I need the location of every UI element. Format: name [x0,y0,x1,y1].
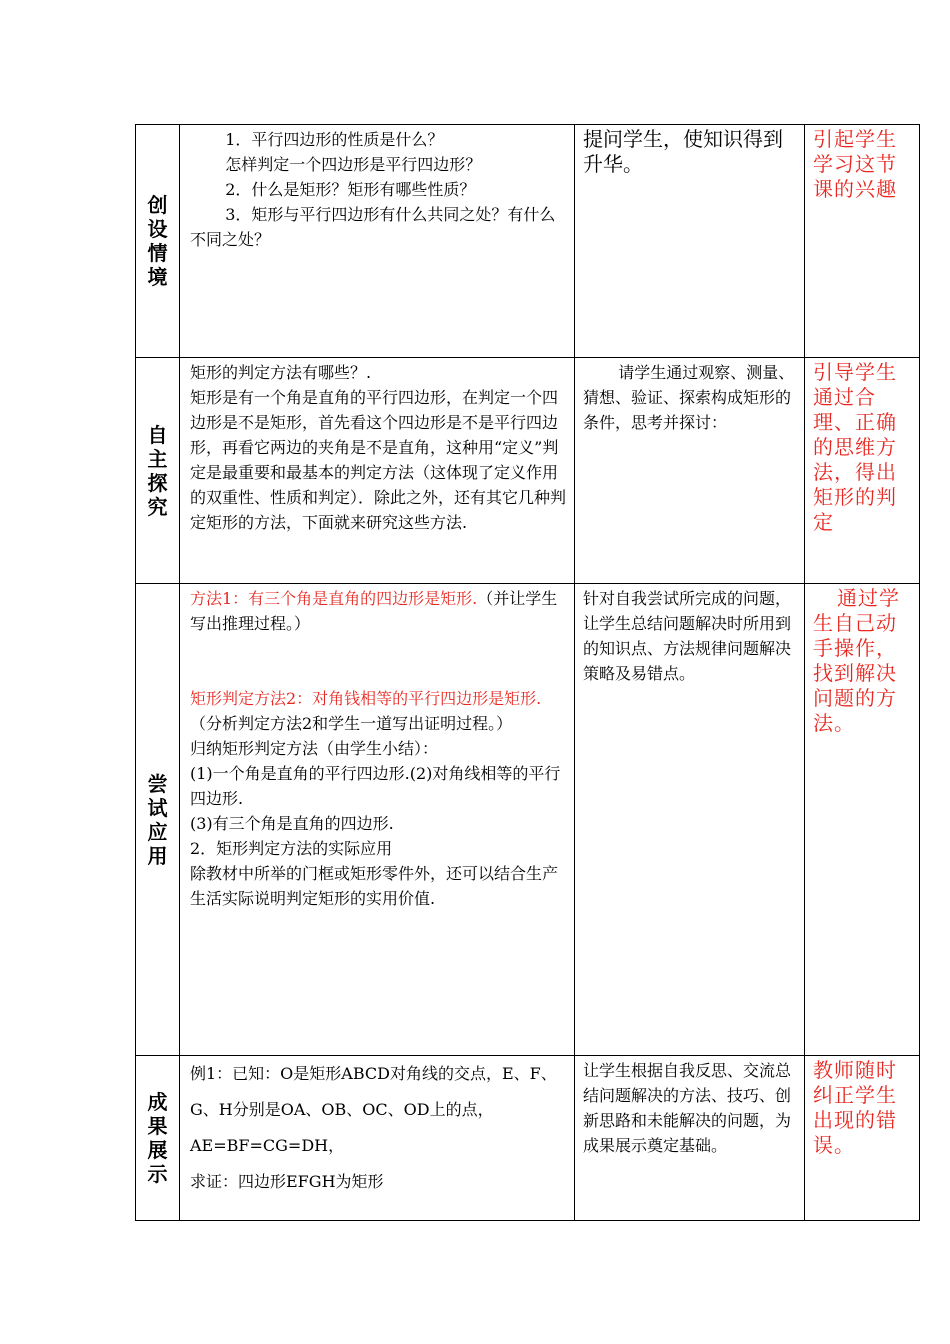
design-purpose-cell [805,125,920,358]
row-result-display [136,1056,920,1221]
question-2: 2．什么是矩形？矩形有哪些性质？ [225,180,476,199]
teacher-activity-cell [575,358,805,584]
explore-text: 矩形是有一个角是直角的平行四边形，在判定一个四边形是不是矩形，首先看这个四边形是不是平行四边形，再看它两边的夹角是不是直角，这种用“定义”判定是最重要和最基本的判定方法（这体现了定义作用的双重性、性质和判定）．除此之外，还有其它几种判定矩形的方法，下面就来研究这些方法. [190,388,567,532]
teacher-activity: 提问学生，使知识得到升华。 [583,127,783,176]
teacher-activity: 请学生通过观察、测量、猜想、验证、探索构成矩形的条件，思考并探讨： [583,363,795,432]
summary-2: (3)有三个角是直角的四边形. [190,814,394,833]
content-cell [180,125,575,358]
stage-label: 创设情境 [147,193,168,289]
question-1: 1．平行四边形的性质是什么？ [225,130,444,149]
example-statement: 例1：已知：O是矩形ABCD对角线的交点，E、F、G、H分别是OA、OB、OC、OD上的点，AE=BF=CG=DH， [190,1064,557,1155]
application-text: 除教材中所举的门框或矩形零件外，还可以结合生产生活实际说明判定矩形的实用价值. [190,864,559,908]
stage-label: 自主探究 [147,422,168,519]
row-create-situation [136,125,920,358]
teacher-activity: 让学生根据自我反思、交流总结问题解决的方法、技巧、创新思路和未能解决的问题，为成果展示奠定基础。 [583,1061,792,1155]
design-purpose: 引起学生学习这节课的兴趣 [813,127,897,201]
stage-label: 尝试应用 [147,771,168,868]
spacer [190,636,566,686]
method-1 [190,586,566,636]
lesson-plan-table [135,124,920,1221]
row-try-application [136,584,920,1056]
design-purpose-cell [805,358,920,584]
design-purpose: 通过学生自己动手操作，找到解决问题的方法。 [813,586,900,735]
teacher-activity: 针对自我尝试所完成的问题，让学生总结问题解决时所用到的知识点、方法规律问题解决策略及易错点。 [583,589,792,683]
design-purpose: 引导学生通过合理、正确的思维方法，得出矩形的判定 [813,360,897,534]
example-prove: 求证：四边形EFGH为矩形 [190,1172,384,1191]
explore-question: 矩形的判定方法有哪些？. [190,363,372,382]
stage-cell [136,125,180,358]
stage-label: 成果展示 [147,1090,168,1186]
stage-cell [136,358,180,584]
teacher-activity-cell [575,584,805,1056]
method-2 [190,686,566,736]
summary-title: 归纳矩形判定方法（由学生小结）： [190,739,439,758]
method-1-note: （并让学生写出推理过程。） [190,589,558,633]
method-2-note: （分析判定方法2和学生一道写出证明过程。） [190,714,513,733]
design-purpose-cell [805,584,920,1056]
content-cell [180,584,575,1056]
teacher-activity-cell [575,1056,805,1221]
stage-cell [136,584,180,1056]
question-3: 3．矩形与平行四边形有什么共同之处？有什么不同之处？ [190,205,556,249]
question-1b: 怎样判定一个四边形是平行四边形？ [225,155,482,174]
design-purpose: 教师随时纠正学生出现的错误。 [813,1058,897,1157]
application-title: 2．矩形判定方法的实际应用 [190,839,393,858]
method-2-title: 矩形判定方法2：对角钱相等的平行四边形是矩形. [190,689,542,708]
content-cell [180,1056,575,1221]
teacher-activity-cell [575,125,805,358]
row-self-exploration [136,358,920,584]
design-purpose-cell [805,1056,920,1221]
content-cell [180,358,575,584]
stage-cell [136,1056,180,1221]
summary-1: (1)一个角是直角的平行四边形.(2)对角线相等的平行四边形. [190,764,561,808]
method-1-title: 方法1：有三个角是直角的四边形是矩形. [190,589,478,608]
